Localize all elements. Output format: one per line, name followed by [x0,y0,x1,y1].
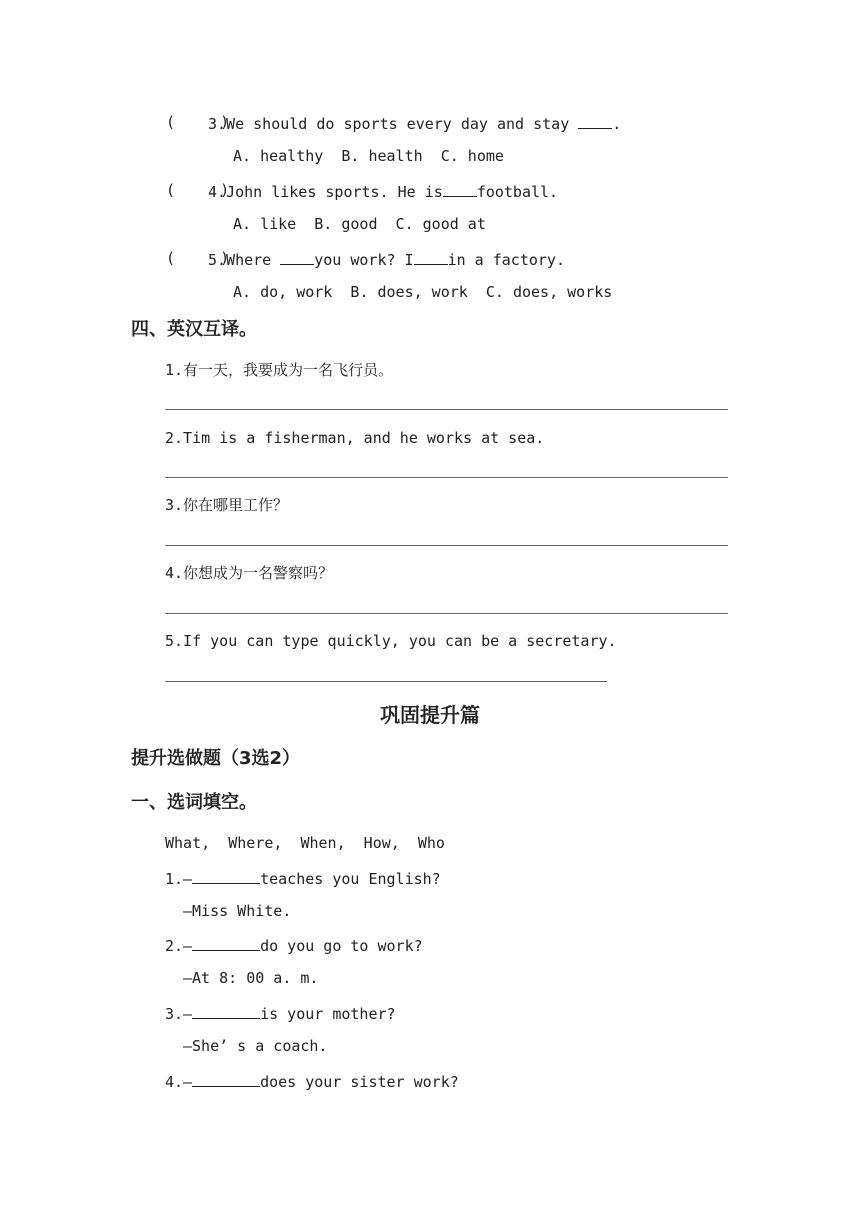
answer-paren[interactable]: ( ) [166,181,230,199]
translation-item: 5.If you can type quickly, you can be a secretary. [165,632,617,650]
part-title: 巩固提升篇 [380,703,480,727]
item-answer: —She’ s a coach. [183,1037,328,1055]
section-heading: 四、英汉互译。 [131,319,257,340]
item-prefix: 2.— [165,937,193,955]
item-answer: —Miss White. [183,902,292,920]
question-text-end: . [612,115,622,133]
question-text: 3.We should do sports every day and stay [208,115,579,133]
item-text: is your mother? [260,1005,396,1023]
item-text: does your sister work? [260,1073,459,1091]
question-5 [208,248,565,270]
answer-blank[interactable] [578,112,612,129]
question-text-end: in a factory. [447,251,565,269]
part-subtitle: 提升选做题（3选2） [131,748,301,769]
answer-line[interactable] [165,409,728,410]
options-3: A. healthy B. health C. home [233,147,504,165]
question-text: 5.Where [208,251,281,269]
item-prefix: 1.— [165,870,193,888]
options-4: A. like B. good C. good at [233,215,486,233]
translation-item: 3.你在哪里工作？ [165,496,289,514]
translation-item: 2.Tim is a fisherman, and he works at sea. [165,429,545,447]
fill-item-4 [165,1070,459,1092]
translation-item: 4.你想成为一名警察吗？ [165,564,334,582]
fill-item-2 [165,934,423,956]
fill-item-3 [165,1002,396,1024]
question-4 [208,180,558,202]
answer-line[interactable] [165,545,728,546]
answer-blank[interactable] [192,934,260,951]
answer-line[interactable] [165,477,728,478]
item-text: teaches you English? [260,870,441,888]
answer-blank[interactable] [280,248,314,265]
question-text: 4.John likes sports. He is [208,183,443,201]
answer-line[interactable] [165,681,607,682]
word-bank: What, Where, When, How, Who [165,834,445,852]
question-3 [208,112,621,134]
answer-paren[interactable]: ( ) [166,249,230,267]
options-5: A. do, work B. does, work C. does, works [233,283,613,301]
item-text: do you go to work? [260,937,423,955]
item-answer: —At 8: 00 a. m. [183,969,319,987]
answer-blank[interactable] [192,867,260,884]
answer-blank[interactable] [192,1002,260,1019]
translation-item: 1.有一天，我要成为一名飞行员。 [165,361,394,379]
question-text-middle: you work? I [314,251,414,269]
answer-blank[interactable] [443,180,477,197]
fill-item-1 [165,867,441,889]
section-heading: 一、选词填空。 [131,792,257,813]
answer-paren[interactable]: ( ) [166,113,230,131]
answer-blank[interactable] [414,248,448,265]
answer-line[interactable] [165,613,728,614]
item-prefix: 4.— [165,1073,193,1091]
answer-blank[interactable] [192,1070,260,1087]
question-text-end: football. [476,183,559,201]
item-prefix: 3.— [165,1005,193,1023]
